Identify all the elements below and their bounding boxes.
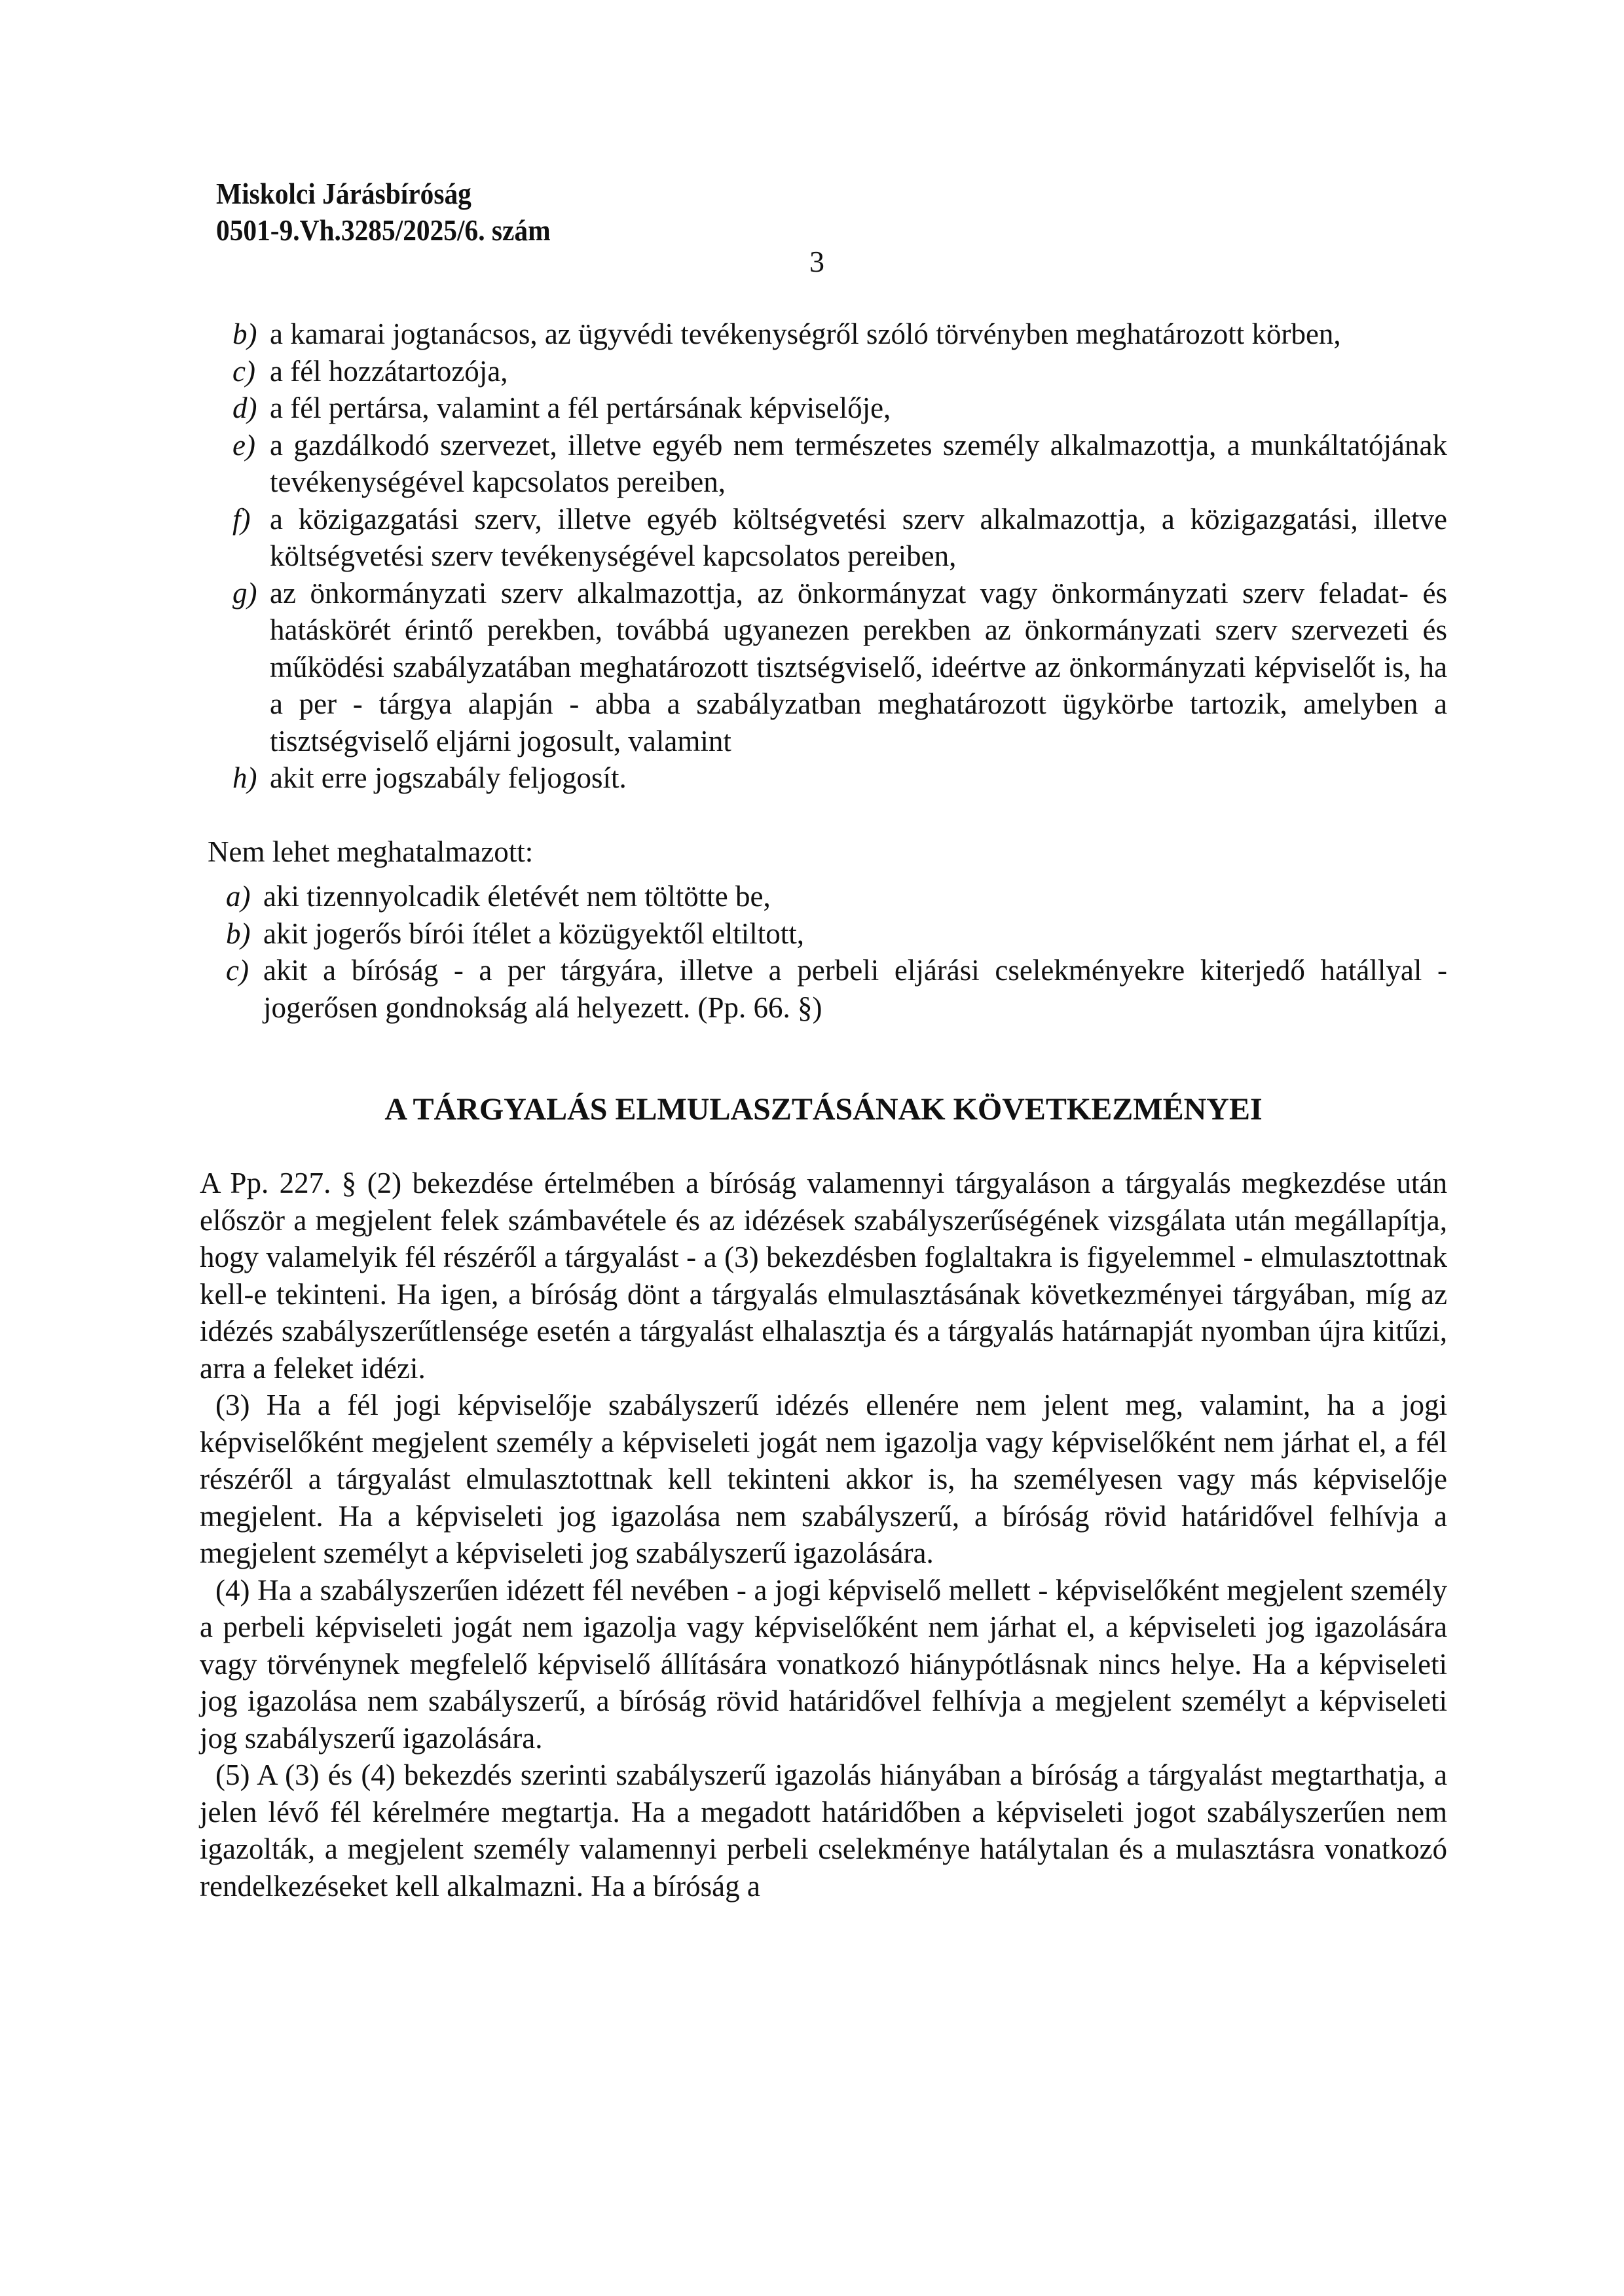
spacer (200, 870, 1447, 878)
list-item (200, 427, 1447, 501)
list-item-label: g) (232, 576, 257, 610)
list-item-label: c) (232, 354, 255, 388)
list-item-text: a kamarai jogtanácsos, az ügyvédi tevékenységről szóló törvényben meghatározott körben, (270, 318, 1341, 350)
document-body (200, 316, 1447, 1904)
list-item (200, 316, 1447, 353)
not-authorized-list (200, 878, 1447, 1026)
list-item-text: az önkormányzati szerv alkalmazottja, az önkormányzat vagy önkormányzati szerv feladat- és hatáskörét érintő perekben, továbbá ugyanezen perekben az önkormányzati szerv szervezeti és működési szabályzatában meghatározott tisztségviselő, ideértve az önkormányzati képviselőt is, ha a per - tárgya alapján - abba a szabályzatban meghatározott ügykörbe tartozik, amelyben a tisztségviselő eljárni jogosult, valamint (270, 576, 1447, 757)
list-item-text: a fél pertársa, valamint a fél pertársának képviselője, (270, 392, 891, 424)
list-item-label: b) (226, 917, 251, 950)
list-item-text: akit erre jogszabály feljogosít. (270, 761, 627, 794)
case-number: 0501-9.Vh.3285/2025/6. szám (216, 213, 551, 247)
list-item-label: h) (232, 761, 257, 794)
list-item-label: f) (232, 502, 251, 536)
list-item (200, 501, 1447, 575)
list-item (200, 878, 1447, 915)
paragraph: (4) Ha a szabályszerűen idézett fél nevében - a jogi képviselő mellett - képviselőként megjelent személy a perbeli képviseleti jogát nem igazolja vagy képviselőként nem járhat el, a képviseleti jog igazolására vagy törvénynek megfelelő képviselő állítására vonatkozó hiánypótlásnak nincs helye. Ha a képviseleti jog igazolása nem szabályszerű, a bíróság rövid határidővel felhívja a megjelent személyt a képviseleti jog szabályszerű igazolására. (200, 1573, 1447, 1755)
paragraph: (5) A (3) és (4) bekezdés szerinti szabályszerű igazolás hiányában a bíróság a tárgyalást megtarthatja, a jelen lévő fél kérelmére megtartja. Ha a megadott határidőben a képviseleti jogot szabályszerűen nem igazolták, a megjelent személy valamennyi perbeli cselekménye hatálytalan és a mulasztásra vonatkozó rendelkezéseket kell alkalmazni. Ha a bíróság a (200, 1758, 1447, 1903)
list-item-label: e) (232, 428, 255, 462)
list-item (200, 759, 1447, 797)
paragraph: A Pp. 227. § (2) bekezdése értelmében a bíróság valamennyi tárgyaláson a tárgyalás megkezdése után először a megjelent felek számbavétele és az idézések szabályszerűségének vizsgálata után megállapítja, hogy valamelyik fél részéről a tárgyalást - a (3) bekezdésben foglaltakra is figyelemmel - elmulasztottnak kell-e tekinteni. Ha igen, a bíróság dönt a tárgyalás elmulasztásának következményei tárgyában, míg az idézés szabályszerűtlensége esetén a tárgyalást elhalasztja és a tárgyalás határnapját nyomban újra kitűzi, arra a feleket idézi. (200, 1167, 1447, 1385)
list-item-label: b) (232, 318, 257, 350)
list-item-label: d) (232, 392, 257, 424)
page-number: 3 (809, 245, 824, 278)
authorized-representatives-list (200, 316, 1447, 797)
section-title: A TÁRGYALÁS ELMULASZTÁSÁNAK KÖVETKEZMÉNYEI (384, 1092, 1263, 1127)
list-item-text: akit jogerős bírói ítélet a közügyektől eltiltott, (263, 917, 805, 950)
court-name: Miskolci Járásbíróság (216, 177, 471, 210)
list-item-label: c) (226, 954, 249, 987)
list-item (200, 390, 1447, 427)
spacer (200, 797, 1447, 833)
list-item-text: a fél hozzátartozója, (270, 354, 508, 388)
paragraph: (3) Ha a fél jogi képviselője szabályszerű idézés ellenére nem jelent meg, valamint, ha a jogi képviselőként megjelent személy a képviseleti jogát nem igazolja vagy képviselőként nem járhat el, a fél részéről a tárgyalást elmulasztottnak kell tekinteni akkor is, ha személyesen vagy más képviselője megjelent. Ha a képviseleti jog igazolása nem szabályszerű, a bíróság rövid határidővel felhívja a megjelent személyt a képviseleti jog szabályszerű igazolására. (200, 1389, 1447, 1569)
list-item-label: a) (226, 880, 251, 913)
document-header (216, 175, 551, 249)
list-item-text: aki tizennyolcadik életévét nem töltötte be, (263, 880, 771, 913)
list-item-text: a közigazgatási szerv, illetve egyéb költségvetési szerv alkalmazottja, a közigazgatási, illetve költségvetési szerv tevékenységével kapcsolatos pereiben, (270, 502, 1447, 572)
list-item (200, 915, 1447, 953)
list-item (200, 952, 1447, 1026)
not-authorized-intro: Nem lehet meghatalmazott: (208, 835, 534, 868)
list-item-text: akit a bíróság - a per tárgyára, illetve a perbeli eljárási cselekményekre kiterjedő hatállyal - jogerősen gondnokság alá helyezett. (Pp. 66. §) (263, 954, 1447, 1024)
list-item (200, 575, 1447, 760)
list-item-text: a gazdálkodó szervezet, illetve egyéb nem természetes személy alkalmazottja, a munkáltatójának tevékenységével kapcsolatos pereiben, (270, 428, 1447, 498)
list-item (200, 353, 1447, 390)
